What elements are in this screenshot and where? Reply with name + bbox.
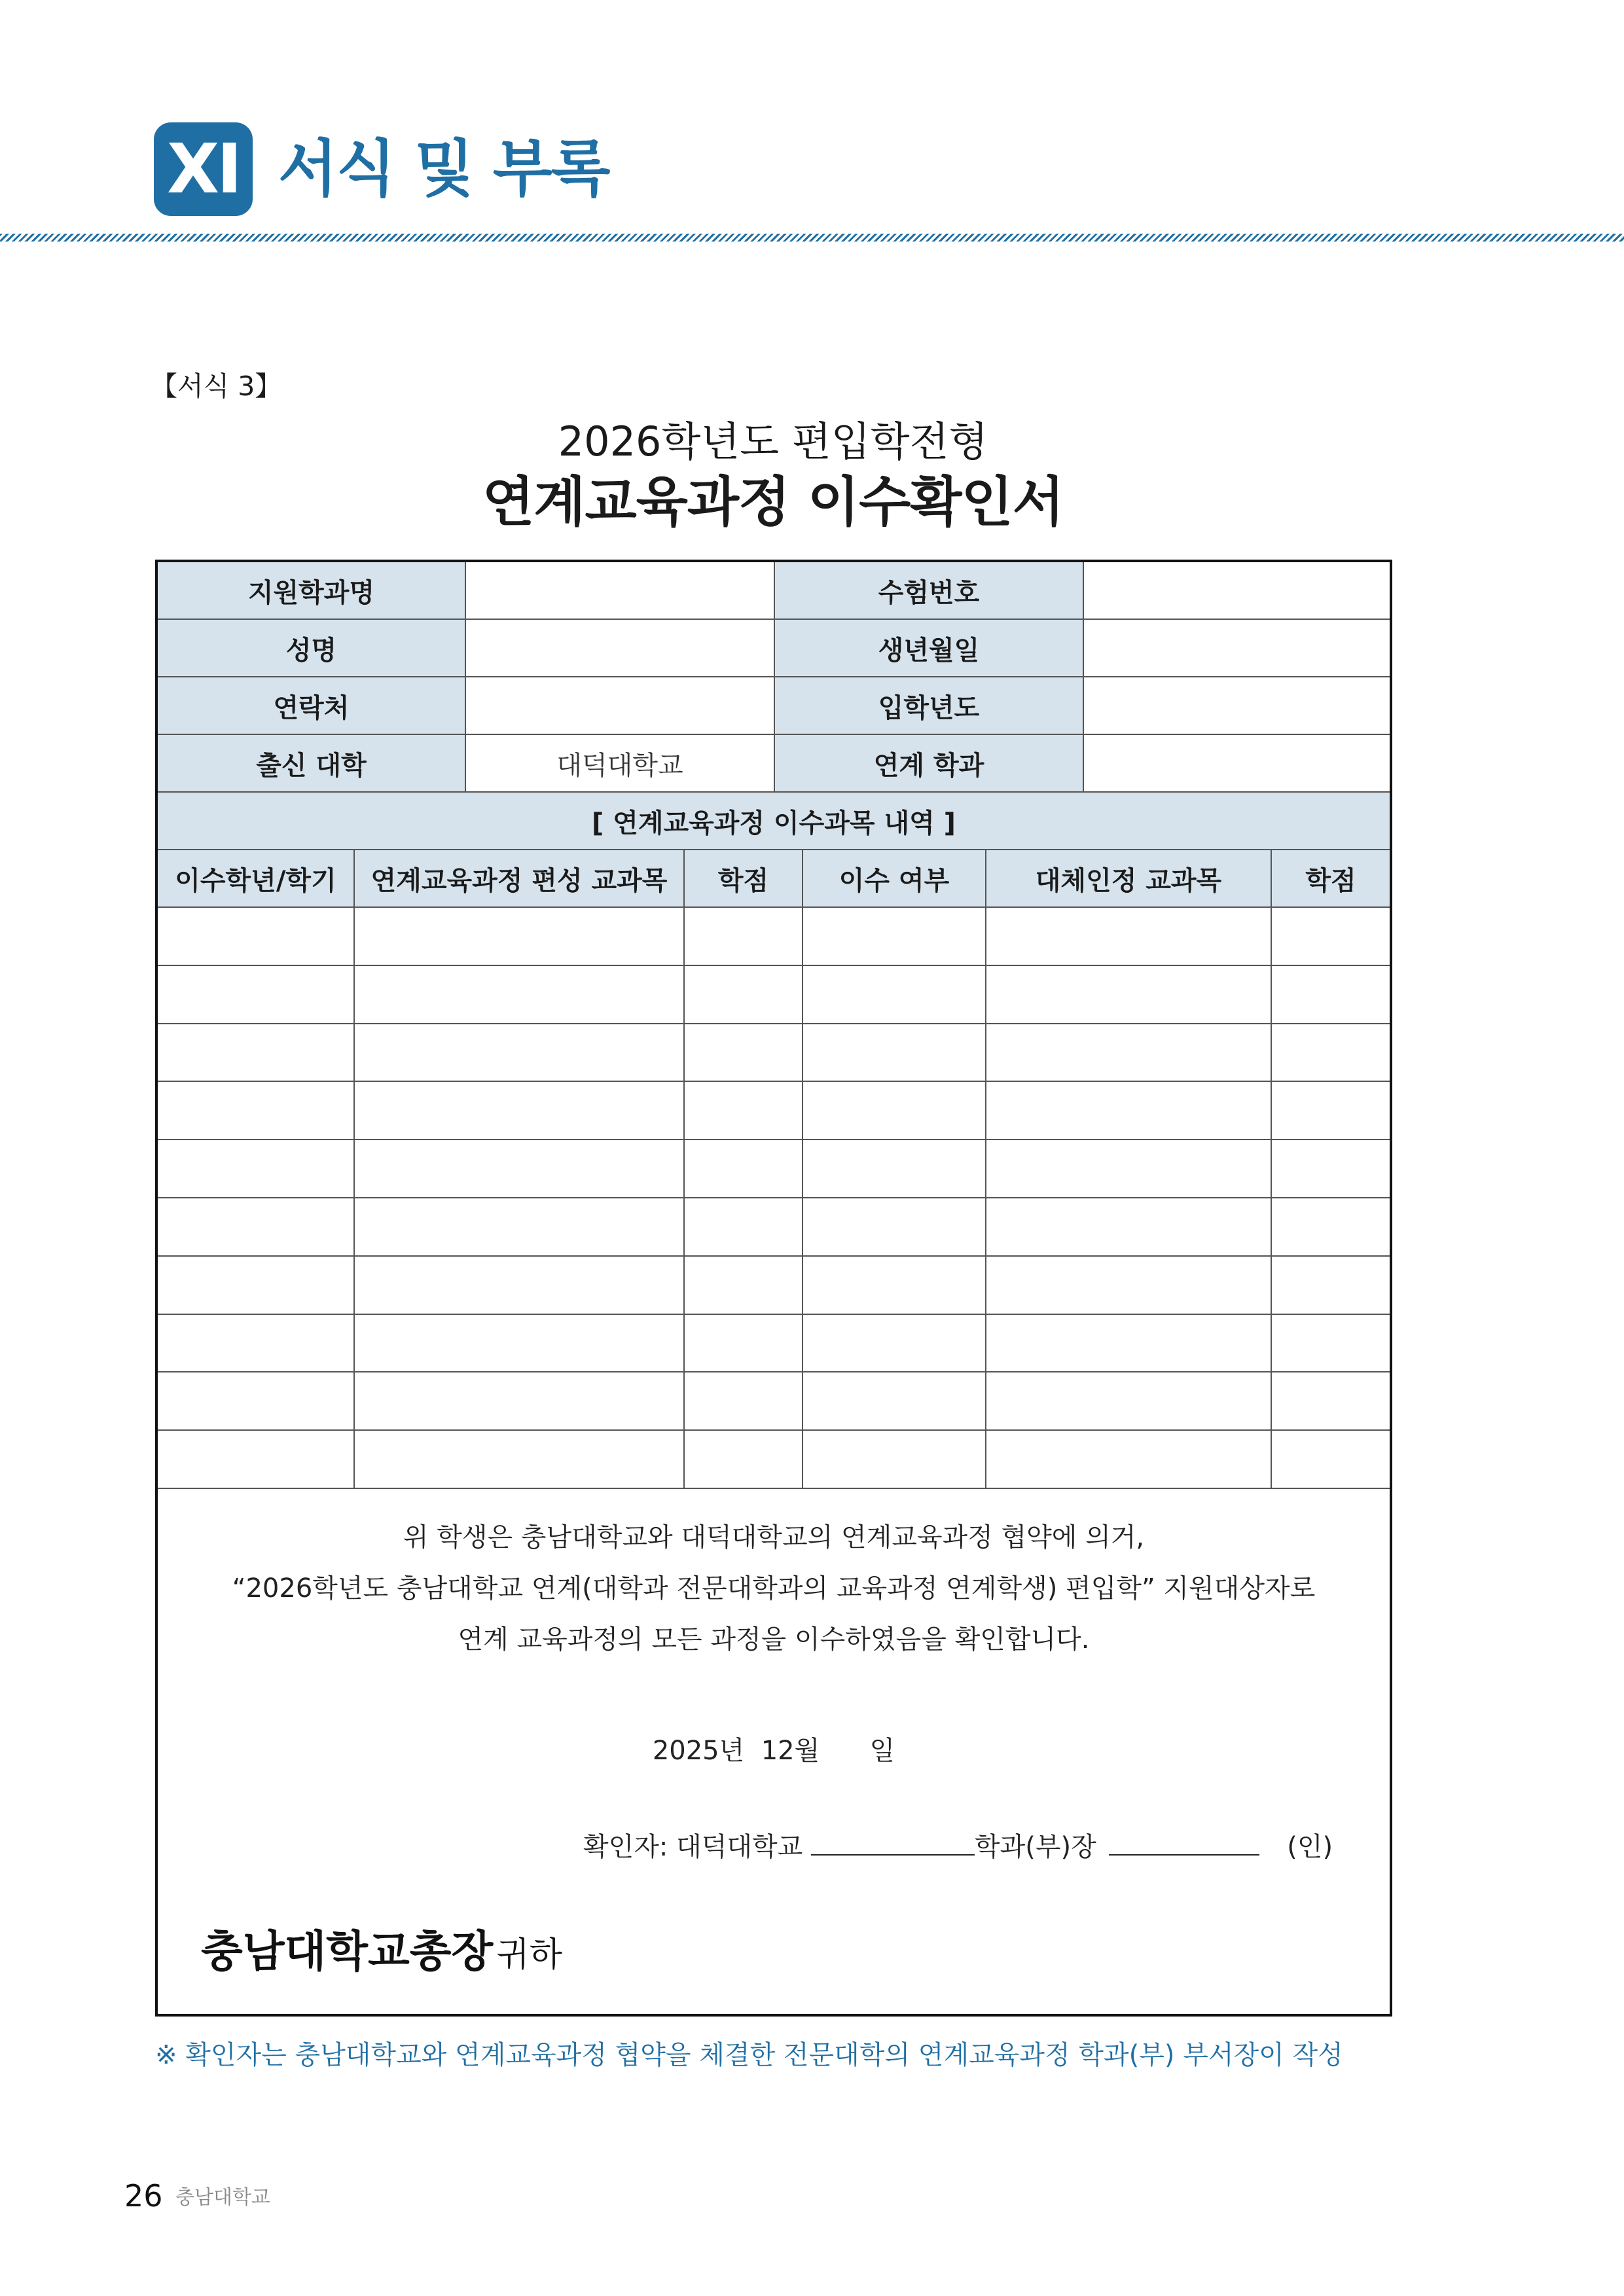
course-cell-substitute-course[interactable]: [986, 908, 1272, 966]
course-cell-credit[interactable]: [685, 1140, 803, 1198]
birth-field[interactable]: [1084, 620, 1390, 677]
course-cell-credit[interactable]: [685, 1431, 803, 1489]
course-cell-substitute-credit[interactable]: [1272, 1315, 1390, 1373]
course-cell-term[interactable]: [158, 1140, 355, 1198]
name-field[interactable]: [466, 620, 775, 677]
course-cell-term[interactable]: [158, 1082, 355, 1140]
course-cell-substitute-credit[interactable]: [1272, 908, 1390, 966]
course-cell-completion[interactable]: [803, 1431, 986, 1489]
course-cell-term[interactable]: [158, 1198, 355, 1257]
course-cell-completion[interactable]: [803, 1198, 986, 1257]
course-cell-completion[interactable]: [803, 1257, 986, 1315]
origin-univ-label: 출신 대학: [158, 735, 466, 793]
document-subtitle: 2026학년도 편입학전형: [558, 418, 988, 465]
confirmation-form: [155, 560, 1392, 2017]
confirmer-prefix: 확인자: 대덕대학교: [583, 1832, 803, 1862]
course-cell-substitute-course[interactable]: [986, 1082, 1272, 1140]
course-cell-substitute-credit[interactable]: [1272, 1198, 1390, 1257]
col-header-term: 이수학년/학기: [158, 850, 355, 908]
course-cell-credit[interactable]: [685, 966, 803, 1024]
birth-label: 생년월일: [775, 620, 1084, 677]
page-number: 26: [124, 2178, 163, 2214]
course-cell-completion[interactable]: [803, 1140, 986, 1198]
course-cell-course[interactable]: [355, 966, 685, 1024]
course-cell-credit[interactable]: [685, 1082, 803, 1140]
date-line: [158, 1731, 1390, 1770]
course-cell-course[interactable]: [355, 1315, 685, 1373]
footnote: ※ 확인자는 충남대학교와 연계교육과정 협약을 체결한 전문대학의 연계교육과정 학과(부) 부서장이 작성: [155, 2040, 1343, 2070]
name-label: 성명: [158, 620, 466, 677]
course-cell-credit[interactable]: [685, 1315, 803, 1373]
course-cell-course[interactable]: [355, 1257, 685, 1315]
date-day: 일: [869, 1736, 895, 1766]
course-cell-term[interactable]: [158, 1024, 355, 1083]
contact-field[interactable]: [466, 677, 775, 735]
course-cell-substitute-course[interactable]: [986, 1024, 1272, 1083]
col-header-course: 연계교육과정 편성 교과목: [355, 850, 685, 908]
course-section-title: [ 연계교육과정 이수과목 내역 ]: [158, 793, 1390, 850]
course-cell-term[interactable]: [158, 908, 355, 966]
course-cell-completion[interactable]: [803, 966, 986, 1024]
col-header-substitute-course: 대체인정 교과목: [986, 850, 1272, 908]
course-cell-credit[interactable]: [685, 1257, 803, 1315]
course-cell-course[interactable]: [355, 1431, 685, 1489]
course-cell-term[interactable]: [158, 1431, 355, 1489]
statement-line-3: 연계 교육과정의 모든 과정을 이수하였음을 확인합니다.: [458, 1624, 1090, 1655]
date-month: 12월: [761, 1736, 820, 1766]
confirmer-dept-suffix: 학과(부)장: [975, 1832, 1096, 1862]
course-cell-substitute-credit[interactable]: [1272, 1372, 1390, 1431]
course-cell-completion[interactable]: [803, 1315, 986, 1373]
admit-year-label: 입학년도: [775, 677, 1084, 735]
course-cell-credit[interactable]: [685, 1024, 803, 1083]
confirmer-dept-blank[interactable]: [811, 1831, 975, 1856]
col-header-substitute-credit: 학점: [1272, 850, 1390, 908]
origin-univ-value: 대덕대학교: [466, 735, 775, 793]
course-cell-substitute-credit[interactable]: [1272, 1257, 1390, 1315]
course-cell-course[interactable]: [355, 908, 685, 966]
course-cell-completion[interactable]: [803, 1024, 986, 1083]
course-cell-substitute-course[interactable]: [986, 1257, 1272, 1315]
form-label: 【서식 3】: [151, 370, 282, 402]
course-cell-credit[interactable]: [685, 1372, 803, 1431]
course-cell-substitute-credit[interactable]: [1272, 1140, 1390, 1198]
seal-mark: (인): [1287, 1832, 1333, 1862]
course-cell-substitute-credit[interactable]: [1272, 966, 1390, 1024]
course-cell-substitute-course[interactable]: [986, 1198, 1272, 1257]
chapter-title: 서식 및 부록: [278, 134, 609, 205]
course-cell-credit[interactable]: [685, 908, 803, 966]
header-hatch-divider: [0, 234, 1624, 242]
document-title: 연계교육과정 이수확인서: [482, 471, 1064, 533]
addressee-name: 충남대학교총장: [201, 1926, 494, 1977]
course-cell-completion[interactable]: [803, 908, 986, 966]
course-cell-substitute-credit[interactable]: [1272, 1024, 1390, 1083]
course-cell-substitute-course[interactable]: [986, 1315, 1272, 1373]
course-cell-substitute-course[interactable]: [986, 1140, 1272, 1198]
course-cell-course[interactable]: [355, 1082, 685, 1140]
course-cell-course[interactable]: [355, 1198, 685, 1257]
course-cell-substitute-credit[interactable]: [1272, 1082, 1390, 1140]
course-cell-course[interactable]: [355, 1140, 685, 1198]
course-cell-course[interactable]: [355, 1372, 685, 1431]
course-cell-term[interactable]: [158, 1257, 355, 1315]
course-cell-completion[interactable]: [803, 1372, 986, 1431]
course-cell-credit[interactable]: [685, 1198, 803, 1257]
addressee: [201, 1916, 562, 1999]
statement-line-2: “2026학년도 충남대학교 연계(대학과 전문대학과의 교육과정 연계학생) 편입학” 지원대상자로: [232, 1573, 1316, 1604]
confirmer-line: [583, 1827, 1333, 1867]
course-cell-substitute-course[interactable]: [986, 1372, 1272, 1431]
footer-university: 충남대학교: [175, 2186, 270, 2209]
confirmer-name-blank[interactable]: [1109, 1831, 1259, 1856]
exam-no-label: 수험번호: [775, 562, 1084, 620]
course-cell-substitute-credit[interactable]: [1272, 1431, 1390, 1489]
statement-line-1: 위 학생은 충남대학교와 대덕대학교의 연계교육과정 협약에 의거,: [403, 1522, 1145, 1552]
addressee-suffix: 귀하: [496, 1935, 562, 1975]
admit-year-field[interactable]: [1084, 677, 1390, 735]
dept-label: 지원학과명: [158, 562, 466, 620]
course-cell-term[interactable]: [158, 966, 355, 1024]
linked-dept-field[interactable]: [1084, 735, 1390, 793]
course-cell-substitute-course[interactable]: [986, 1431, 1272, 1489]
course-cell-term[interactable]: [158, 1315, 355, 1373]
col-header-completion: 이수 여부: [803, 850, 986, 908]
course-cell-completion[interactable]: [803, 1082, 986, 1140]
dept-field[interactable]: [466, 562, 775, 620]
contact-label: 연락처: [158, 677, 466, 735]
chapter-badge: XI: [154, 122, 253, 216]
exam-no-field[interactable]: [1084, 562, 1390, 620]
date-year: 2025년: [652, 1736, 745, 1766]
course-cell-substitute-course[interactable]: [986, 966, 1272, 1024]
linked-dept-label: 연계 학과: [775, 735, 1084, 793]
course-cell-course[interactable]: [355, 1024, 685, 1083]
course-cell-term[interactable]: [158, 1372, 355, 1431]
col-header-credit: 학점: [685, 850, 803, 908]
